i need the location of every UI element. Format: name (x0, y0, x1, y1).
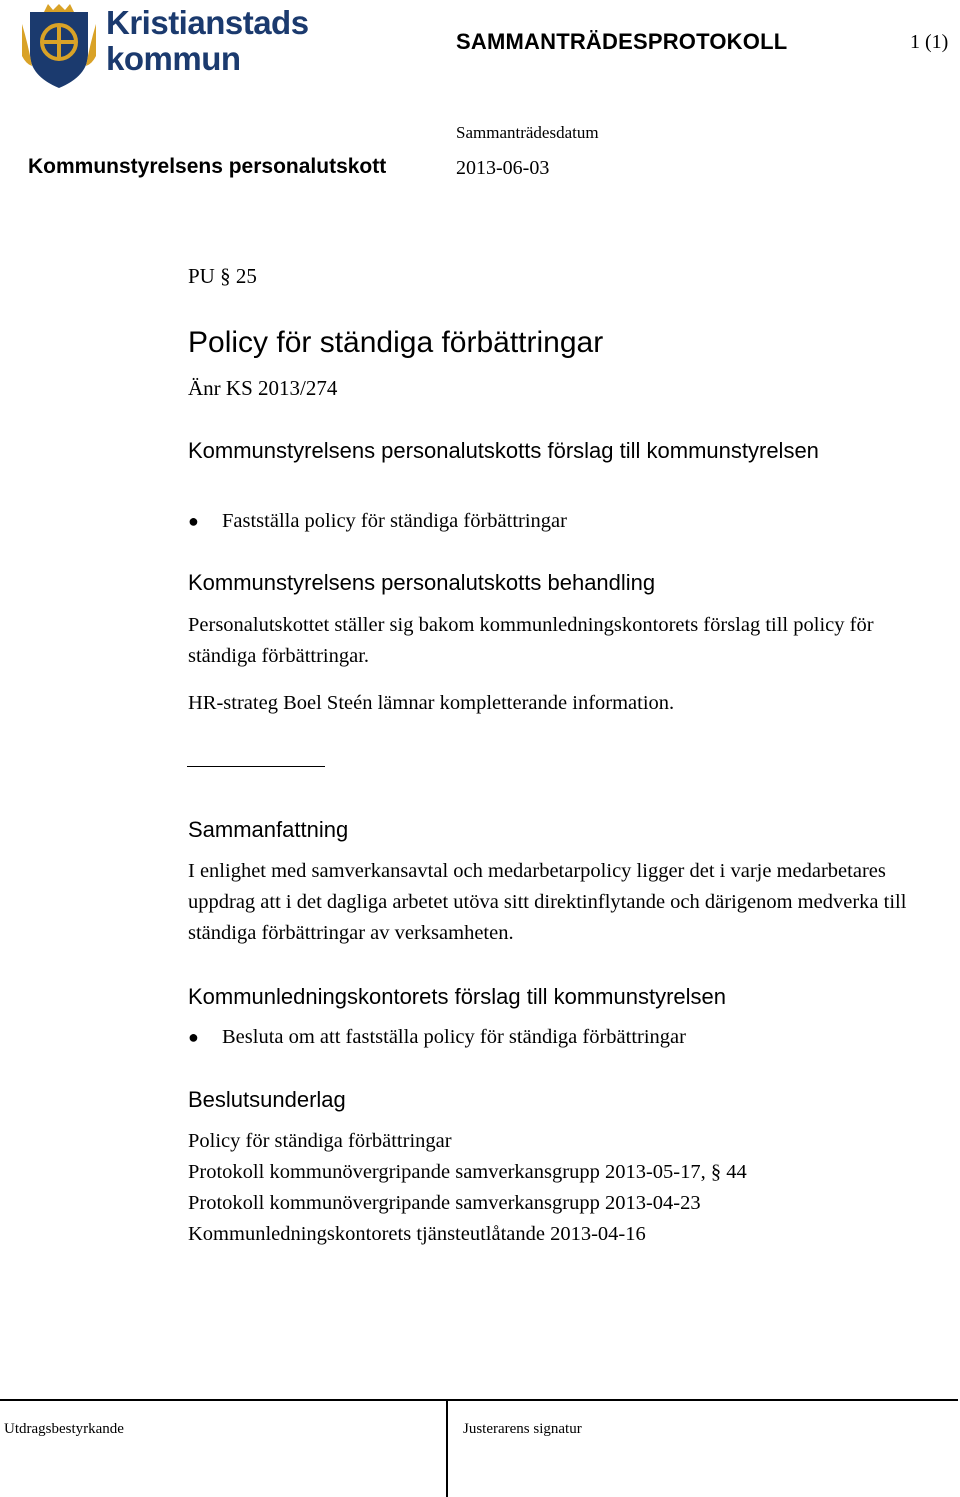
list-item: Kommunledningskontorets tjänsteutlåtande 2013-04-16 (188, 1223, 646, 1245)
document-type: SAMMANTRÄDESPROTOKOLL (456, 29, 788, 54)
case-number: Änr KS 2013/274 (188, 376, 338, 400)
handling-text: Personalutskottet ställer sig bakom kommunledningskontorets förslag till policy för ständiga förbättringar. (188, 614, 874, 667)
proposal-bullet-item (188, 506, 567, 537)
summary-heading: Sammanfattning (188, 817, 349, 842)
proposal-heading: Kommunstyrelsens personalutskotts förslag till kommunstyrelsen (188, 438, 819, 463)
basis-heading: Beslutsunderlag (188, 1087, 346, 1112)
page-number: 1 (1) (910, 31, 949, 53)
office-proposal-bullet-text: Besluta om att fastställa policy för ständiga förbättringar (222, 1026, 686, 1048)
footer-divider-line (0, 1399, 958, 1401)
signature-label: Justerarens signatur (463, 1421, 582, 1437)
list-item: Policy för ständiga förbättringar (188, 1130, 452, 1152)
date-label: Sammanträdesdatum (456, 123, 599, 142)
certification-label: Utdragsbestyrkande (4, 1421, 124, 1437)
logo-wordmark-line2: kommun (106, 40, 241, 77)
handling-note: HR-strateg Boel Steén lämnar kompletterande information. (188, 692, 675, 714)
basis-list (188, 1126, 747, 1250)
municipality-logo (20, 4, 310, 90)
bullet-icon: ● (188, 1027, 199, 1047)
page-title: Policy för ständiga förbättringar (188, 326, 604, 359)
paragraph-reference: PU § 25 (188, 264, 257, 288)
proposal-bullet-text: Fastställa policy för ständiga förbättringar (222, 510, 567, 532)
footer-column-divider (446, 1400, 448, 1497)
bullet-icon: ● (188, 511, 199, 531)
list-item: Protokoll kommunövergripande samverkansgrupp 2013-05-17, § 44 (188, 1161, 747, 1183)
committee-name: Kommunstyrelsens personalutskott (28, 155, 387, 178)
summary-text: I enlighet med samverkansavtal och medarbetarpolicy ligger det i varje medarbetares uppdrag att i det dagliga arbetet utöva sitt direktinflytande och därigenom medverka till ständiga förbättringar av verksamheten. (188, 860, 907, 944)
coat-of-arms-icon (20, 4, 98, 90)
logo-wordmark-line1: Kristianstads (106, 4, 309, 41)
list-item: Protokoll kommunövergripande samverkansgrupp 2013-04-23 (188, 1192, 701, 1214)
meeting-date: 2013-06-03 (456, 157, 550, 179)
section-divider (187, 766, 325, 767)
office-proposal-bullet-item (188, 1022, 686, 1053)
office-proposal-heading: Kommunledningskontorets förslag till kommunstyrelsen (188, 984, 727, 1009)
handling-heading: Kommunstyrelsens personalutskotts behandling (188, 570, 656, 595)
